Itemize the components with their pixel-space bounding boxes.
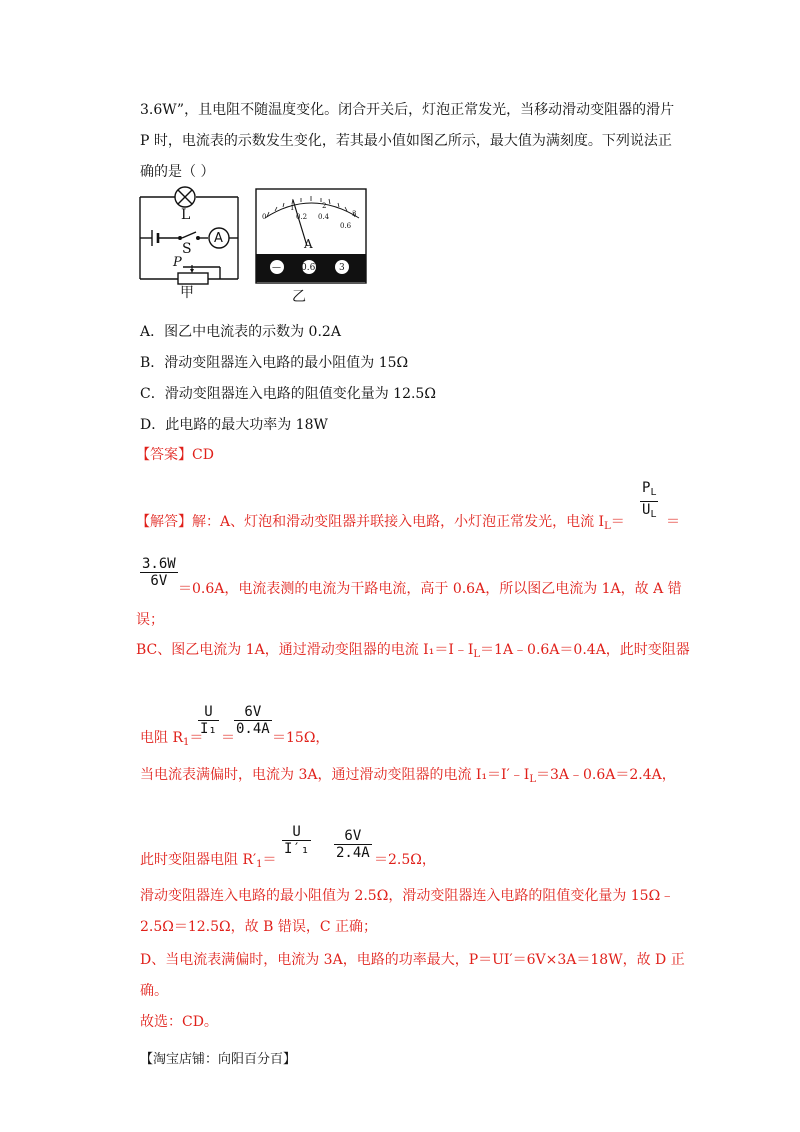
solution-line-5: 电阻 $R_1=$ [140,730,204,748]
label-L: L [181,207,191,223]
solution-line-6: 当电流表满偏时，电流为 3A，通过滑动变阻器的电流 $I_1=I'﹣I_L=3A﹣0.6A=2.4A$， [140,767,676,785]
solution-eq-2: ＝ [221,730,235,746]
scale-bottom-0-4: 0.4 [318,213,330,221]
solution-line-2: ＝0.6A，电流表测的电流为干路电流，高于 0.6A，所以图乙电流为 1A，故 A 错 [178,581,682,597]
scale-bottom-0: 0 [262,213,267,221]
scale-top-1: 1 [290,204,295,212]
solution-line-1: 【解答】解：A、灯泡和滑动变阻器并联接入电路，小灯泡正常发光，电流 $I_L=$ [136,514,625,532]
fraction-U-over-I-prime-1: U I′₁ [284,824,310,857]
terminal-negative: — [272,263,281,273]
scale-top-2: 2 [322,202,327,210]
caption-jia: 甲 [180,285,194,301]
solution-result-2-5: ＝2.5Ω， [374,852,436,868]
caption-yi: 乙 [292,289,306,305]
option-A: A．图乙中电流表的示数为 0.2A [140,324,341,340]
solution-line-8: 滑动变阻器连入电路的最小阻值为 2.5Ω，滑动变阻器连入电路的阻值变化量为 15Ω﹣ [140,888,675,904]
fraction-U-over-I1: U I₁ [200,704,217,737]
solution-line-9: 2.5Ω＝12.5Ω，故 B 错误，C 正确； [140,919,378,935]
solution-line-12: 故选：CD。 [140,1014,218,1030]
terminal-3: 3 [339,263,345,273]
answer: 【答案】CD [136,447,214,463]
label-S: S [182,241,192,257]
solution-result-15: ＝15Ω， [272,730,330,746]
solution-line-4: BC、图乙电流为 1A，通过滑动变阻器的电流 $I_1=I﹣I_L=1A﹣0.6A=0.4A$，此时变阻器 [136,642,690,660]
scale-bottom-0-2: 0.2 [296,213,308,221]
question-line-3: 确的是（ ） [140,164,215,180]
solution-eq-1: ＝ [666,514,680,530]
scale-bottom-0-6: 0.6 [340,222,352,230]
question-line-1: 3.6W”，且电阻不随温度变化。闭合开关后，灯泡正常发光，当移动滑动变阻器的滑片 [140,102,675,118]
solution-line-11: 确。 [140,983,168,999]
fraction-6V-over-0-4A: 6V 0.4A [236,704,270,737]
solution-line-10: D、当电流表满偏时，电流为 3A，电路的功率最大，P＝UI′＝6V×3A＝18W，故 D 正 [140,952,685,968]
terminal-0-6: 0.6 [301,263,316,273]
option-D: D．此电路的最大功率为 18W [140,417,328,433]
fraction-PL-over-UL: $P_L$ $U_L$ [642,480,657,520]
option-B: B．滑动变阻器连入电路的最小阻值为 15Ω [140,355,409,371]
ammeter-unit-A: A [304,237,313,251]
label-ammeter-A: A [214,231,223,246]
fraction-3-6W-over-6V: 3.6W 6V [142,556,176,589]
scale-top-3: 3 [352,210,357,218]
fraction-6V-over-2-4A: 6V 2.4A [336,828,370,861]
footer-shop-label: 【淘宝店铺：向阳百分百】 [140,1052,297,1067]
solution-line-3: 误； [136,612,164,628]
question-line-2: P 时，电流表的示数发生变化，若其最小值如图乙所示，最大值为满刻度。下列说法正 [140,133,672,149]
option-C: C．滑动变阻器连入电路的阻值变化量为 12.5Ω [140,386,436,402]
label-P: P [173,255,182,270]
solution-line-7: 此时变阻器电阻 $R'_1=$ [140,852,277,870]
